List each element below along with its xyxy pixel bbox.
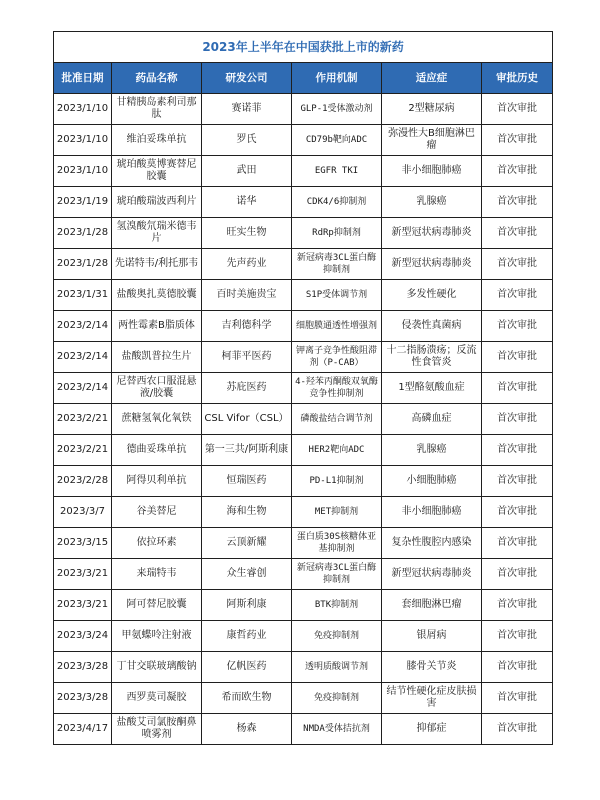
company-cell: 百时美施贵宝 xyxy=(202,280,292,311)
indication-cell: 乳腺癌 xyxy=(382,187,482,218)
approval-history-cell: 首次审批 xyxy=(482,125,553,156)
approval-history-cell: 首次审批 xyxy=(482,404,553,435)
indication-cell: 套细胞淋巴瘤 xyxy=(382,590,482,621)
approval-date-cell: 2023/1/10 xyxy=(54,125,112,156)
header-company: 研发公司 xyxy=(202,63,292,94)
header-approval-date: 批准日期 xyxy=(54,63,112,94)
mechanism-cell: CD79b靶向ADC xyxy=(292,125,382,156)
mechanism-cell: 透明质酸调节剂 xyxy=(292,652,382,683)
drug-name-cell: 两性霉素B脂质体 xyxy=(112,311,202,342)
mechanism-cell: HER2靶向ADC xyxy=(292,435,382,466)
indication-cell: 新型冠状病毒肺炎 xyxy=(382,559,482,590)
indication-cell: 多发性硬化 xyxy=(382,280,482,311)
approval-date-cell: 2023/3/15 xyxy=(54,528,112,559)
company-cell: 云顶新耀 xyxy=(202,528,292,559)
company-cell: 海和生物 xyxy=(202,497,292,528)
indication-cell: 小细胞肺癌 xyxy=(382,466,482,497)
mechanism-cell: RdRp抑制剂 xyxy=(292,218,382,249)
indication-cell: 新型冠状病毒肺炎 xyxy=(382,249,482,280)
company-cell: 先声药业 xyxy=(202,249,292,280)
table-row xyxy=(54,404,553,435)
approval-history-cell: 首次审批 xyxy=(482,156,553,187)
table-row xyxy=(54,652,553,683)
drug-name-cell: 来瑞特韦 xyxy=(112,559,202,590)
mechanism-cell: PD-L1抑制剂 xyxy=(292,466,382,497)
drug-name-cell: 丁甘交联玻璃酸钠 xyxy=(112,652,202,683)
table-row xyxy=(54,94,553,125)
approval-date-cell: 2023/4/17 xyxy=(54,714,112,745)
drug-name-cell: 阿可替尼胶囊 xyxy=(112,590,202,621)
mechanism-cell: BTK抑制剂 xyxy=(292,590,382,621)
approval-date-cell: 2023/3/28 xyxy=(54,652,112,683)
header-row xyxy=(54,63,553,94)
header-approval-history: 审批历史 xyxy=(482,63,553,94)
indication-cell: 弥漫性大B细胞淋巴瘤 xyxy=(382,125,482,156)
approval-date-cell: 2023/1/28 xyxy=(54,218,112,249)
company-cell: 希而欧生物 xyxy=(202,683,292,714)
approval-date-cell: 2023/1/10 xyxy=(54,94,112,125)
table-row xyxy=(54,497,553,528)
approval-history-cell: 首次审批 xyxy=(482,466,553,497)
drug-name-cell: 德曲妥珠单抗 xyxy=(112,435,202,466)
approval-history-cell: 首次审批 xyxy=(482,187,553,218)
indication-cell: 膝骨关节炎 xyxy=(382,652,482,683)
table-row xyxy=(54,528,553,559)
company-cell: 罗氏 xyxy=(202,125,292,156)
approval-date-cell: 2023/3/28 xyxy=(54,683,112,714)
mechanism-cell: 免疫抑制剂 xyxy=(292,683,382,714)
table-body xyxy=(54,94,553,745)
mechanism-cell: 细胞膜通透性增强剂 xyxy=(292,311,382,342)
mechanism-cell: CDK4/6抑制剂 xyxy=(292,187,382,218)
approval-history-cell: 首次审批 xyxy=(482,621,553,652)
mechanism-cell: S1P受体调节剂 xyxy=(292,280,382,311)
header-indication: 适应症 xyxy=(382,63,482,94)
table-row xyxy=(54,218,553,249)
drug-name-cell: 琥珀酸莫博赛替尼胶囊 xyxy=(112,156,202,187)
drug-name-cell: 谷美替尼 xyxy=(112,497,202,528)
approval-history-cell: 首次审批 xyxy=(482,280,553,311)
indication-cell: 侵袭性真菌病 xyxy=(382,311,482,342)
approval-history-cell: 首次审批 xyxy=(482,311,553,342)
table-row xyxy=(54,559,553,590)
mechanism-cell: MET抑制剂 xyxy=(292,497,382,528)
company-cell: 旺实生物 xyxy=(202,218,292,249)
mechanism-cell: 新冠病毒3CL蛋白酶抑制剂 xyxy=(292,559,382,590)
drug-name-cell: 琥珀酸瑞波西利片 xyxy=(112,187,202,218)
drug-approval-table xyxy=(53,31,553,745)
mechanism-cell: EGFR TKI xyxy=(292,156,382,187)
approval-history-cell: 首次审批 xyxy=(482,435,553,466)
indication-cell: 高磷血症 xyxy=(382,404,482,435)
table-row xyxy=(54,125,553,156)
mechanism-cell: 蛋白质30S核糖体亚基抑制剂 xyxy=(292,528,382,559)
drug-name-cell: 盐酸奥扎莫德胶囊 xyxy=(112,280,202,311)
table-title: 2023年上半年在中国获批上市的新药 xyxy=(54,32,553,63)
indication-cell: 非小细胞肺癌 xyxy=(382,156,482,187)
drug-name-cell: 依拉环素 xyxy=(112,528,202,559)
drug-name-cell: 蔗糖氢氧化氧铁 xyxy=(112,404,202,435)
mechanism-cell: 新冠病毒3CL蛋白酶抑制剂 xyxy=(292,249,382,280)
approval-date-cell: 2023/3/21 xyxy=(54,590,112,621)
approval-date-cell: 2023/2/28 xyxy=(54,466,112,497)
company-cell: 诺华 xyxy=(202,187,292,218)
company-cell: 亿帆医药 xyxy=(202,652,292,683)
indication-cell: 十二指肠溃疡；反流性食管炎 xyxy=(382,342,482,373)
approval-date-cell: 2023/2/14 xyxy=(54,311,112,342)
company-cell: 第一三共/阿斯利康 xyxy=(202,435,292,466)
indication-cell: 2型糖尿病 xyxy=(382,94,482,125)
approval-history-cell: 首次审批 xyxy=(482,683,553,714)
approval-date-cell: 2023/1/28 xyxy=(54,249,112,280)
approval-date-cell: 2023/1/31 xyxy=(54,280,112,311)
indication-cell: 乳腺癌 xyxy=(382,435,482,466)
indication-cell: 新型冠状病毒肺炎 xyxy=(382,218,482,249)
table-row xyxy=(54,714,553,745)
header-mechanism: 作用机制 xyxy=(292,63,382,94)
indication-cell: 结节性硬化症皮肤损害 xyxy=(382,683,482,714)
drug-approval-sheet xyxy=(53,31,552,745)
approval-date-cell: 2023/3/24 xyxy=(54,621,112,652)
approval-history-cell: 首次审批 xyxy=(482,373,553,404)
company-cell: 武田 xyxy=(202,156,292,187)
approval-history-cell: 首次审批 xyxy=(482,249,553,280)
approval-history-cell: 首次审批 xyxy=(482,590,553,621)
company-cell: 康哲药业 xyxy=(202,621,292,652)
indication-cell: 抑郁症 xyxy=(382,714,482,745)
drug-name-cell: 西罗莫司凝胶 xyxy=(112,683,202,714)
header-drug-name: 药品名称 xyxy=(112,63,202,94)
table-row xyxy=(54,342,553,373)
company-cell: 苏庇医药 xyxy=(202,373,292,404)
company-cell: 杨森 xyxy=(202,714,292,745)
table-row xyxy=(54,280,553,311)
approval-history-cell: 首次审批 xyxy=(482,342,553,373)
table-row xyxy=(54,156,553,187)
drug-name-cell: 氢溴酸氘瑞米德韦片 xyxy=(112,218,202,249)
company-cell: 吉利德科学 xyxy=(202,311,292,342)
mechanism-cell: NMDA受体拮抗剂 xyxy=(292,714,382,745)
approval-history-cell: 首次审批 xyxy=(482,559,553,590)
table-row xyxy=(54,187,553,218)
indication-cell: 非小细胞肺癌 xyxy=(382,497,482,528)
approval-history-cell: 首次审批 xyxy=(482,528,553,559)
drug-name-cell: 阿得贝利单抗 xyxy=(112,466,202,497)
drug-name-cell: 尼替西农口服混悬液/胶囊 xyxy=(112,373,202,404)
mechanism-cell: 4-羟苯丙酮酸双氧酶竞争性抑制剂 xyxy=(292,373,382,404)
company-cell: 恒瑞医药 xyxy=(202,466,292,497)
approval-date-cell: 2023/2/21 xyxy=(54,435,112,466)
company-cell: 阿斯利康 xyxy=(202,590,292,621)
approval-history-cell: 首次审批 xyxy=(482,218,553,249)
mechanism-cell: 磷酸盐结合调节剂 xyxy=(292,404,382,435)
indication-cell: 复杂性腹腔内感染 xyxy=(382,528,482,559)
approval-date-cell: 2023/1/10 xyxy=(54,156,112,187)
table-row xyxy=(54,435,553,466)
approval-date-cell: 2023/2/14 xyxy=(54,373,112,404)
company-cell: CSL Vifor（CSL） xyxy=(202,404,292,435)
drug-name-cell: 盐酸艾司氯胺酮鼻喷雾剂 xyxy=(112,714,202,745)
drug-name-cell: 维泊妥珠单抗 xyxy=(112,125,202,156)
approval-history-cell: 首次审批 xyxy=(482,652,553,683)
approval-date-cell: 2023/3/21 xyxy=(54,559,112,590)
drug-name-cell: 先诺特韦/利托那韦 xyxy=(112,249,202,280)
company-cell: 赛诺菲 xyxy=(202,94,292,125)
drug-name-cell: 甲氨蝶呤注射液 xyxy=(112,621,202,652)
table-row xyxy=(54,621,553,652)
approval-date-cell: 2023/3/7 xyxy=(54,497,112,528)
table-row xyxy=(54,373,553,404)
table-row xyxy=(54,311,553,342)
indication-cell: 1型酪氨酸血症 xyxy=(382,373,482,404)
approval-date-cell: 2023/2/21 xyxy=(54,404,112,435)
approval-date-cell: 2023/2/14 xyxy=(54,342,112,373)
mechanism-cell: 钾离子竞争性酸阻滞剂（P-CAB） xyxy=(292,342,382,373)
table-row xyxy=(54,249,553,280)
table-row xyxy=(54,466,553,497)
approval-date-cell: 2023/1/19 xyxy=(54,187,112,218)
approval-history-cell: 首次审批 xyxy=(482,714,553,745)
indication-cell: 银屑病 xyxy=(382,621,482,652)
table-row xyxy=(54,683,553,714)
drug-name-cell: 甘精胰岛素利司那肽 xyxy=(112,94,202,125)
approval-history-cell: 首次审批 xyxy=(482,94,553,125)
company-cell: 柯菲平医药 xyxy=(202,342,292,373)
mechanism-cell: GLP-1受体激动剂 xyxy=(292,94,382,125)
drug-name-cell: 盐酸凯普拉生片 xyxy=(112,342,202,373)
company-cell: 众生睿创 xyxy=(202,559,292,590)
table-row xyxy=(54,590,553,621)
approval-history-cell: 首次审批 xyxy=(482,497,553,528)
mechanism-cell: 免疫抑制剂 xyxy=(292,621,382,652)
